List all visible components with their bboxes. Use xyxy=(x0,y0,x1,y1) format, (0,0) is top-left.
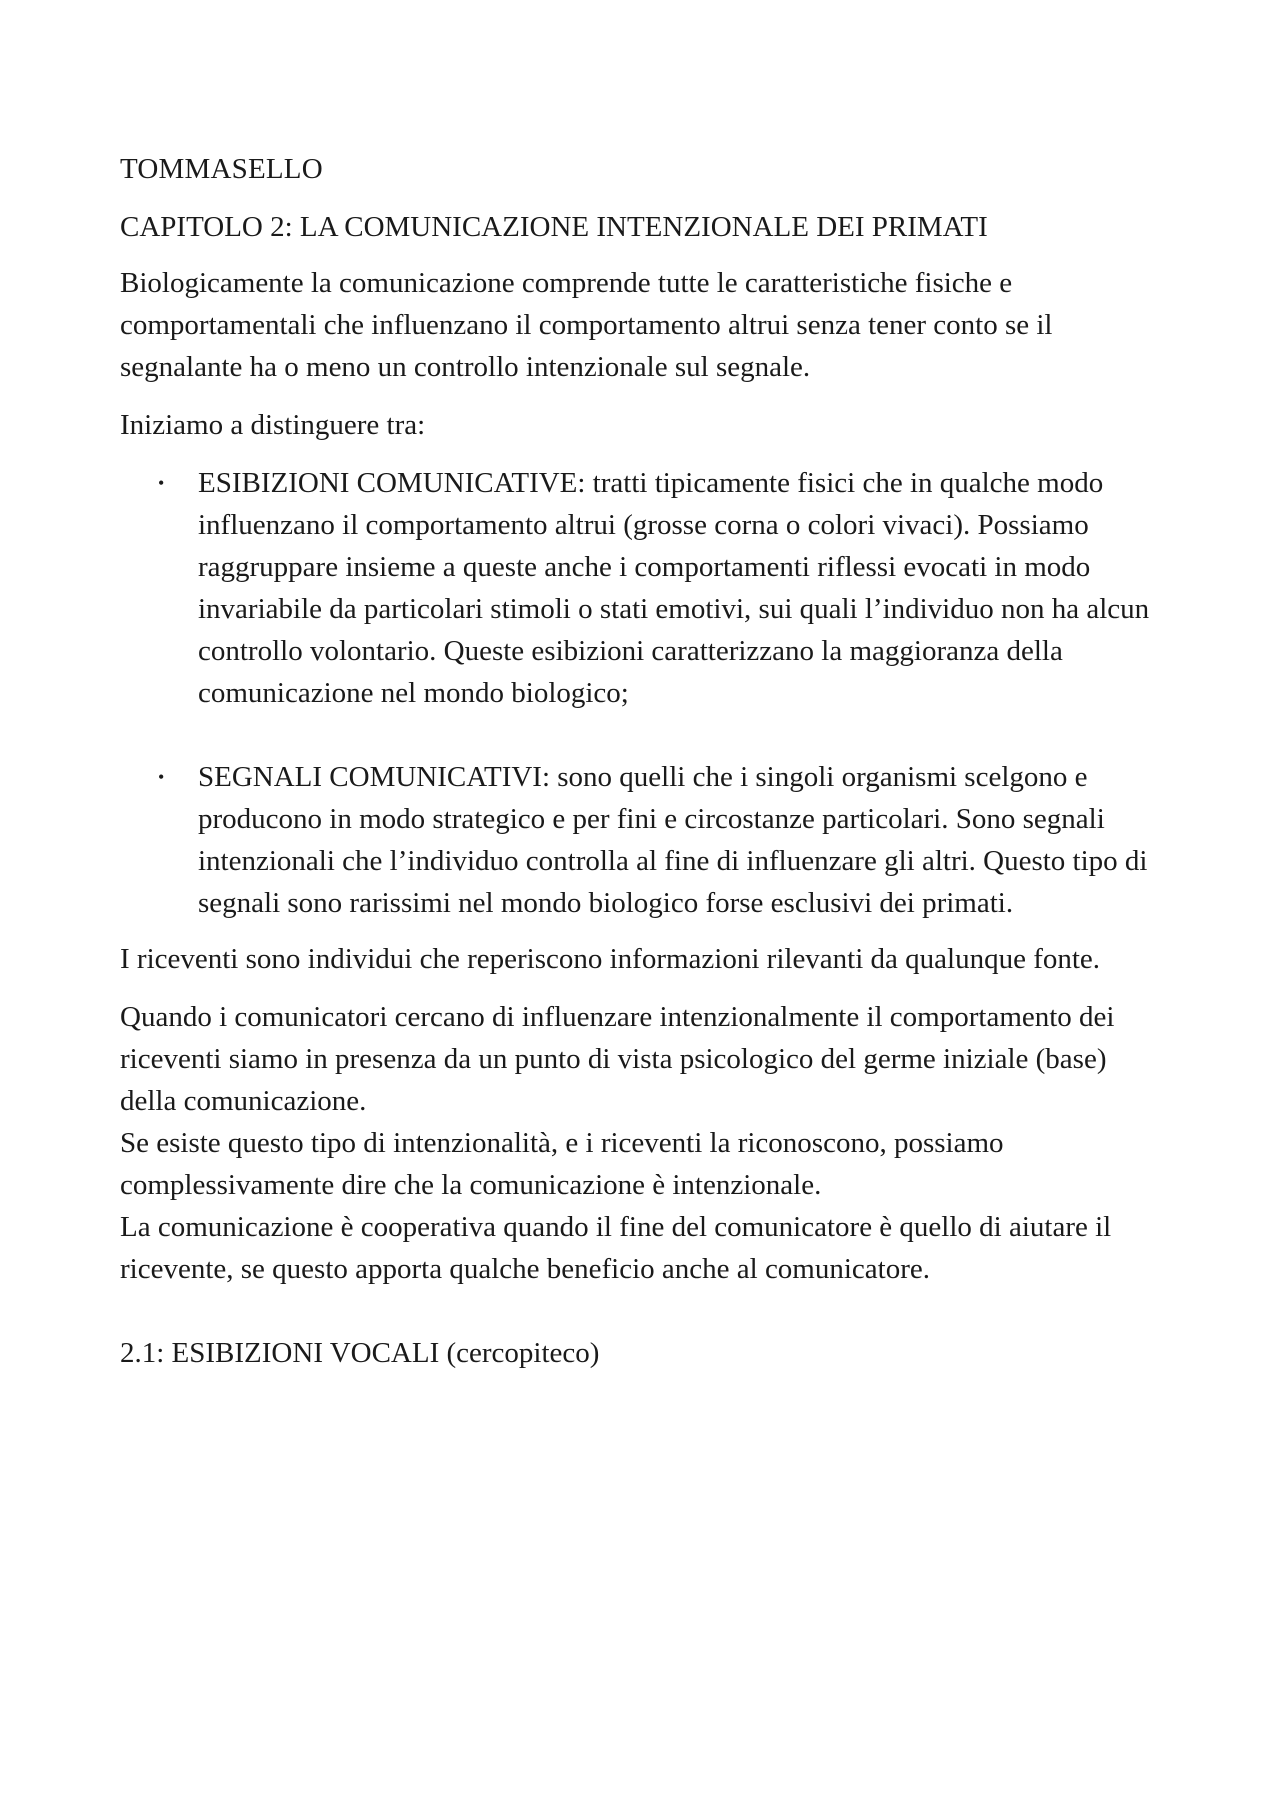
list-spacer xyxy=(120,714,1170,756)
receivers-paragraph: I riceventi sono individui che reperiscono informazioni rilevanti da qualunque fonte. xyxy=(120,943,1101,975)
paragraph-line: Quando i comunicatori cercano di influenzare intenzionalmente il comportamento dei riceventi siamo in presenza da un punto di vista psicologico del germe iniziale (base) della comunicazione. xyxy=(120,1001,1115,1117)
document-page xyxy=(120,148,1170,1390)
bullet-icon: • xyxy=(158,767,165,787)
list-item xyxy=(120,756,1170,924)
distinguish-line: Iniziamo a distinguere tra: xyxy=(120,409,426,441)
document-title: TOMMASELLO xyxy=(120,153,323,185)
list-item xyxy=(120,462,1170,714)
bullet-icon: • xyxy=(158,473,165,493)
paragraph-line: Se esiste questo tipo di intenzionalità, e i riceventi la riconoscono, possiamo complessivamente dire che la comunicazione è intenzionale. xyxy=(120,1127,1004,1201)
list-item-text: SEGNALI COMUNICATIVI: sono quelli che i singoli organismi scelgono e producono in modo strategico e per fini e circostanze particolari. Sono segnali intenzionali che l’individuo controlla al fine di influenzare gli altri. Questo tipo di segnali sono rarissimi nel mondo biologico forse esclusivi dei primati. xyxy=(198,761,1148,919)
paragraph-line: La comunicazione è cooperativa quando il fine del comunicatore è quello di aiutare il ricevente, se questo apporta qualche beneficio anche al comunicatore. xyxy=(120,1211,1112,1285)
bullet-list xyxy=(120,462,1170,924)
section-heading: 2.1: ESIBIZIONI VOCALI (cercopiteco) xyxy=(120,1337,600,1369)
chapter-heading: CAPITOLO 2: LA COMUNICAZIONE INTENZIONALE DEI PRIMATI xyxy=(120,211,988,243)
intro-paragraph: Biologicamente la comunicazione comprende tutte le caratteristiche fisiche e comportamentali che influenzano il comportamento altrui senza tener conto se il segnalante ha o meno un controllo intenzionale sul segnale. xyxy=(120,267,1053,383)
list-item-text: ESIBIZIONI COMUNICATIVE: tratti tipicamente fisici che in qualche modo influenzano il comportamento altrui (grosse corna o colori vivaci). Possiamo raggruppare insieme a queste anche i comportamenti riflessi evocati in modo invariabile da particolari stimoli o stati emotivi, sui quali l’individuo non ha alcun controllo volontario. Queste esibizioni caratterizzano la maggioranza della comunicazione nel mondo biologico; xyxy=(198,467,1150,709)
intentional-paragraph xyxy=(120,996,1170,1290)
